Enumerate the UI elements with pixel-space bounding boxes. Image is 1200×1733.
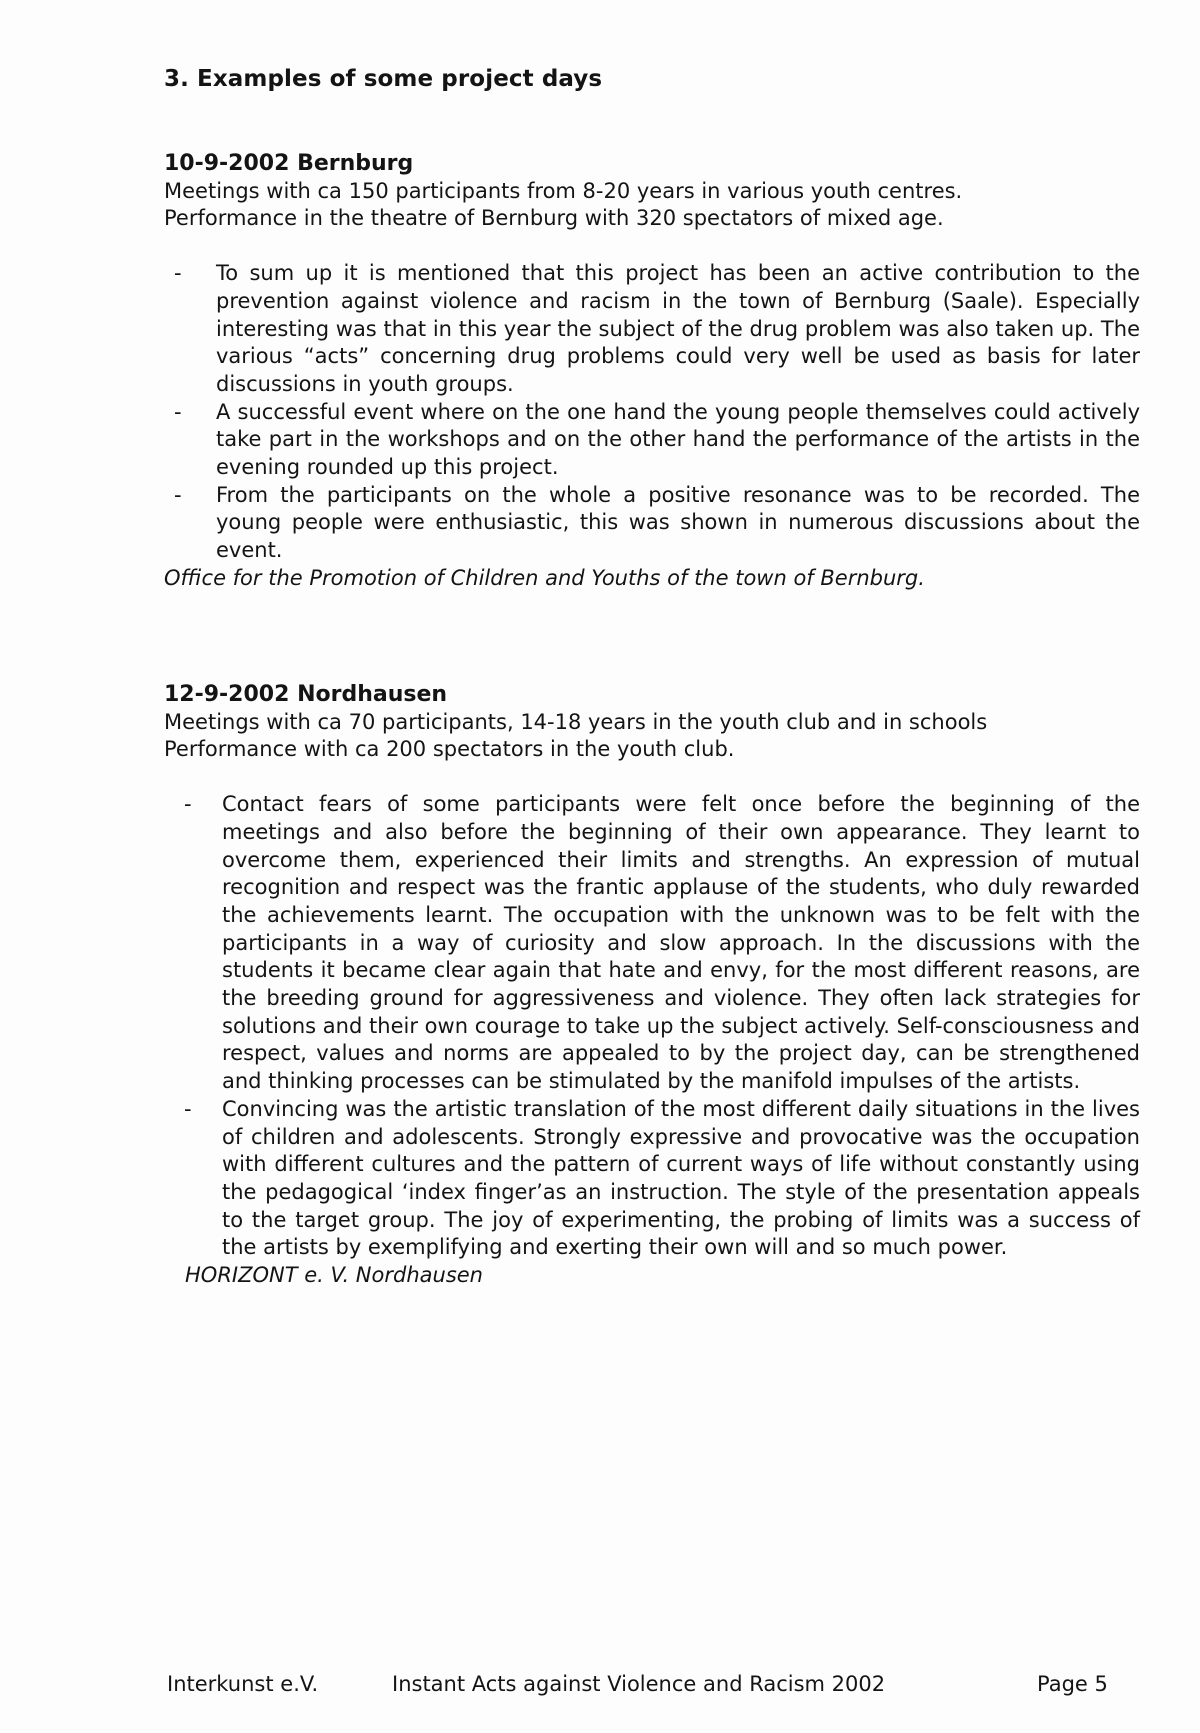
project-day-title: 12-9-2002 Nordhausen bbox=[164, 682, 448, 707]
project-day-nordhausen bbox=[164, 681, 1140, 1290]
intro-meetings: Meetings with ca 150 participants from 8-20 years in various youth centres. bbox=[164, 178, 963, 203]
intro-meetings: Meetings with ca 70 participants, 14-18 years in the youth club and in schools bbox=[164, 709, 988, 734]
bullet-dash-icon: - bbox=[174, 399, 182, 424]
footer-project-title: Instant Acts against Violence and Racism 2002 bbox=[392, 1672, 886, 1696]
list-item-text: From the participants on the whole a positive resonance was to be recorded. The young people were enthusiastic, this was shown in numerous discussions about the event. bbox=[216, 482, 1140, 563]
list-item bbox=[164, 791, 1140, 1096]
bullet-dash-icon: - bbox=[184, 1096, 192, 1121]
bullet-dash-icon: - bbox=[174, 261, 182, 286]
bullet-dash-icon: - bbox=[184, 792, 192, 817]
list-item bbox=[164, 260, 1140, 399]
list-item bbox=[164, 482, 1140, 565]
list-item bbox=[164, 1096, 1140, 1262]
intro-performance: Performance with ca 200 spectators in the youth club. bbox=[164, 737, 735, 762]
bullet-dash-icon: - bbox=[174, 482, 182, 507]
organization-signature: HORIZONT e. V. Nordhausen bbox=[185, 1263, 483, 1288]
evaluation-list bbox=[164, 260, 1140, 565]
footer-organization: Interkunst e.V. bbox=[167, 1672, 319, 1696]
page-number: Page 5 bbox=[1037, 1672, 1108, 1696]
list-item-text: Contact fears of some participants were felt once before the beginning of the meetings and also before the beginning of their own appearance. They learnt to overcome them, experienced their limits and strengths. An expression of mutual recognition and respect was the frantic applause of the students, who duly rewarded the achievements learnt. The occupation with the unknown was to be felt with the participants in a way of curiosity and slow approach. In the discussions with the students it became clear again that hate and envy, for the most different reasons, are the breeding ground for aggressiveness and violence. They often lack strategies for solutions and their own courage to take up the subject actively. Self-consciousness and respect, values and norms are appealed to by the project day, can be strengthened and thinking processes can be stimulated by the manifold impulses of the artists. bbox=[222, 792, 1140, 1094]
section-heading: 3. Examples of some project days bbox=[164, 66, 603, 92]
list-item-text: A successful event where on the one hand the young people themselves could actively take part in the workshops and on the other hand the performance of the artists in the evening rounded up this project. bbox=[216, 399, 1140, 480]
intro-performance: Performance in the theatre of Bernburg with 320 spectators of mixed age. bbox=[164, 206, 944, 231]
list-item bbox=[164, 399, 1140, 482]
organization-signature: Office for the Promotion of Children and Youths of the town of Bernburg. bbox=[164, 565, 925, 590]
project-day-title: 10-9-2002 Bernburg bbox=[164, 151, 414, 176]
evaluation-list bbox=[164, 791, 1140, 1262]
project-day-bernburg bbox=[164, 150, 1140, 593]
list-item-text: Convincing was the artistic translation of the most different daily situations in the lives of children and adolescents. Strongly expressive and provocative was the occupation with different cultures and the pattern of current ways of life without constantly using the pedagogical ‘index finger’as an instruction. The style of the presentation appeals to the target group. The joy of experimenting, the probing of limits was a success of the artists by exemplifying and exerting their own will and so much power. bbox=[222, 1096, 1140, 1260]
list-item-text: To sum up it is mentioned that this project has been an active contribution to the prevention against violence and racism in the town of Bernburg (Saale). Especially interesting was that in this year the subject of the drug problem was also taken up. The various “acts” concerning drug problems could very well be used as basis for later discussions in youth groups. bbox=[216, 261, 1140, 396]
